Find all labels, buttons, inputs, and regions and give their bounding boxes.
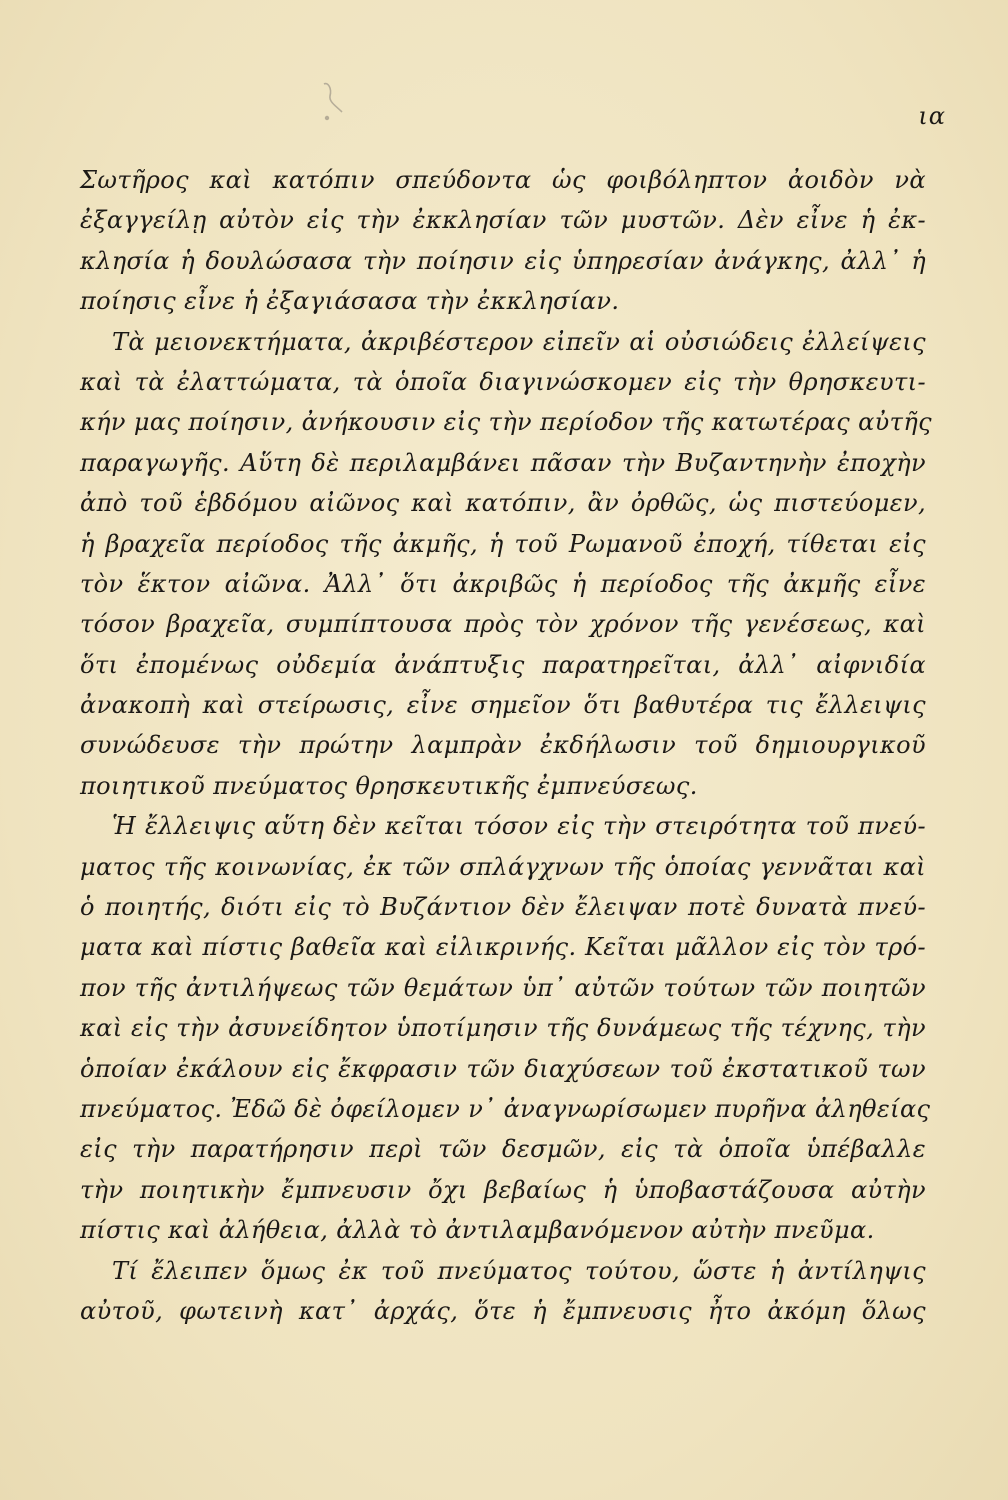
text-line: Ἡ ἔλλειψις αὕτη δὲν κεῖται τόσον εἰς τὴν στειρότητα τοῦ πνεύ- [112,812,926,841]
text-line: Τὰ μειονεκτήματα, ἀκριβέστερον εἰπεῖν αἱ οὐσιώδεις ἐλλείψεις [112,327,926,356]
text-line: καὶ εἰς τὴν ἀσυνείδητον ὑποτίμησιν τῆς δυνάμεως τῆς τέχνης, τὴν [80,1014,926,1043]
text-line: ἡ βραχεῖα περίοδος τῆς ἀκμῆς, ἡ τοῦ Ρωμανοῦ ἐποχή, τίθεται εἰς [80,529,926,558]
text-line: ὅτι ἐπομένως οὐδεμία ἀνάπτυξις παρατηρεῖται, ἀλλ᾽ αἰφνιδία [80,650,926,679]
text-line: καὶ τὰ ἐλαττώματα, τὰ ὁποῖα διαγινώσκομεν εἰς τὴν θρησκευτι- [80,367,926,396]
page-number: ια [918,102,946,130]
text-line: ἐξαγγείλῃ αὐτὸν εἰς τὴν ἐκκλησίαν τῶν μυστῶν. Δὲν εἶνε ἡ ἐκ- [80,206,926,235]
text-line: πίστις καὶ ἀλήθεια, ἀλλὰ τὸ ἀντιλαμβανόμενον αὐτὴν πνεῦμα. [80,1216,875,1245]
body-text [80,160,932,1331]
text-line: ὁ ποιητής, διότι εἰς τὸ Βυζάντιον δὲν ἔλειψαν ποτὲ δυνατὰ πνεύ- [80,893,926,922]
text-line: ποιητικοῦ πνεύματος θρησκευτικῆς ἐμπνεύσεως. [80,771,698,800]
text-line: ὁποίαν ἐκάλουν εἰς ἔκφρασιν τῶν διαχύσεων τοῦ ἐκστατικοῦ των [80,1054,926,1083]
text-line: ποίησις εἶνε ἡ ἐξαγιάσασα τὴν ἐκκλησίαν. [80,287,620,316]
text-line: κήν μας ποίησιν, ἀνήκουσιν εἰς τὴν περίοδον τῆς κατωτέρας αὐτῆς [80,408,932,437]
text-line: συνώδευσε τὴν πρώτην λαμπρὰν ἐκδήλωσιν τοῦ δημιουργικοῦ [80,731,926,760]
text-line: εἰς τὴν παρατήρησιν περὶ τῶν δεσμῶν, εἰς τὰ ὁποῖα ὑπέβαλλε [80,1135,926,1164]
text-line: τόσον βραχεῖα, συμπίπτουσα πρὸς τὸν χρόνον τῆς γενέσεως, καὶ [80,610,926,639]
text-line: ματα καὶ πίστις βαθεῖα καὶ εἰλικρινής. Κεῖται μᾶλλον εἰς τὸν τρό- [80,933,926,962]
text-line: Τί ἔλειπεν ὅμως ἐκ τοῦ πνεύματος τούτου, ὥστε ἡ ἀντίληψις [112,1256,926,1285]
text-line: κλησία ἡ δουλώσασα τὴν ποίησιν εἰς ὑπηρεσίαν ἀνάγκης, ἀλλ᾽ ἡ [80,246,926,275]
text-line: τὸν ἕκτον αἰῶνα. Ἀλλ᾽ ὅτι ἀκριβῶς ἡ περίοδος τῆς ἀκμῆς εἶνε [80,569,926,598]
text-line: Σωτῆρος καὶ κατόπιν σπεύδοντα ὡς φοιβόληπτον ἀοιδὸν νὰ [80,166,926,194]
text-line: τὴν ποιητικὴν ἔμπνευσιν ὄχι βεβαίως ἡ ὑποβαστάζουσα αὐτὴν [80,1175,926,1204]
text-line: ἀπὸ τοῦ ἑβδόμου αἰῶνος καὶ κατόπιν, ἂν ὀρθῶς, ὡς πιστεύομεν, [80,489,926,518]
text-line: ματος τῆς κοινωνίας, ἐκ τῶν σπλάγχνων τῆς ὁποίας γεννᾶται καὶ [80,852,926,881]
pencil-mark-icon [318,80,352,126]
text-line: παραγωγῆς. Αὕτη δὲ περιλαμβάνει πᾶσαν τὴν Βυζαντηνὴν ἐποχὴν [80,448,926,477]
text-line: ἀνακοπὴ καὶ στείρωσις, εἶνε σημεῖον ὅτι βαθυτέρα τις ἔλλειψις [80,691,926,720]
text-line: πον τῆς ἀντιλήψεως τῶν θεμάτων ὑπ᾽ αὐτῶν τούτων τῶν ποιητῶν [80,973,926,1002]
text-line: πνεύματος. Ἐδῶ δὲ ὀφείλομεν ν᾽ ἀναγνωρίσωμεν πυρῆνα ἀληθείας [80,1094,931,1123]
text-line: αὐτοῦ, φωτεινὴ κατ᾽ ἀρχάς, ὅτε ἡ ἔμπνευσις ἦτο ἀκόμη ὅλως [80,1296,926,1325]
